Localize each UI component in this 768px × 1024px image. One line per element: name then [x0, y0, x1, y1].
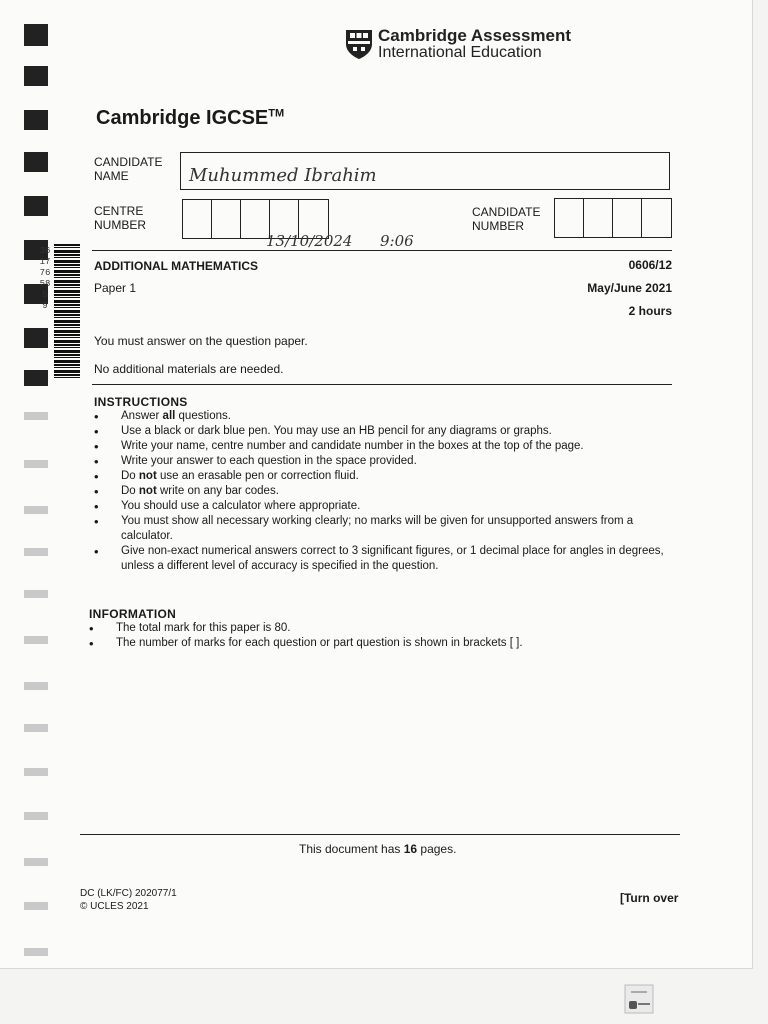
- instruction-emphasis: not: [138, 485, 157, 497]
- candidate-name-box[interactable]: [180, 152, 670, 190]
- footer-divider: [80, 834, 680, 835]
- digit-box[interactable]: [642, 199, 671, 237]
- divider: [92, 384, 672, 385]
- trademark-mark: TM: [268, 107, 285, 120]
- instruction-text: Use a black or dark blue pen. You may use an HB pencil for any diagrams or graphs.: [121, 425, 552, 437]
- digit-box[interactable]: [555, 199, 584, 237]
- barcode-number: 361776585 9: [39, 246, 51, 311]
- barcode: [54, 244, 80, 380]
- subject-title: ADDITIONAL MATHEMATICS: [94, 259, 258, 273]
- instruction-item: [94, 469, 666, 484]
- binding-mark: [24, 858, 48, 866]
- candidate-number-label: CANDIDATE NUMBER: [472, 205, 541, 233]
- brand-text: Cambridge IGCSE: [96, 107, 269, 129]
- paper-number: Paper 1: [94, 281, 137, 295]
- binding-mark: [24, 682, 48, 690]
- page-count-suffix: pages.: [417, 842, 457, 856]
- instruction-item: [94, 409, 666, 424]
- page-count-prefix: This document has: [299, 842, 404, 856]
- binding-mark: [24, 902, 48, 910]
- paper-code: 0606/12: [628, 258, 672, 272]
- instruction-item: [94, 544, 666, 574]
- org-name-line1: Cambridge Assessment: [378, 26, 572, 45]
- page-count-value: 16: [403, 842, 418, 856]
- camscanner-logo-icon: [624, 984, 654, 1014]
- instruction-item: [94, 454, 666, 469]
- copyright: © UCLES 2021: [80, 901, 149, 912]
- instruction-item: [94, 424, 666, 439]
- instruction-item: [94, 439, 666, 454]
- handwritten-date: 13/10/2024: [266, 232, 353, 250]
- instruction-emphasis: all: [162, 410, 176, 422]
- instruction-text: Do: [121, 470, 139, 482]
- digit-box[interactable]: [183, 200, 212, 238]
- binding-mark: [24, 460, 48, 468]
- binding-mark: [24, 636, 48, 644]
- instructions-list: [94, 409, 666, 574]
- binding-mark: [24, 24, 48, 46]
- binding-mark: [24, 506, 48, 514]
- instruction-text: Answer: [121, 410, 163, 422]
- cambridge-crest-icon: [344, 28, 374, 60]
- binding-mark: [24, 66, 48, 86]
- page-count-note: [299, 842, 456, 856]
- turn-over-note: [Turn over: [620, 891, 679, 905]
- instruction-item: [94, 484, 666, 499]
- candidate-name-label: CANDIDATE NAME: [94, 155, 163, 183]
- instruction-text: You should use a calculator where appropriate.: [121, 500, 361, 512]
- handwritten-time: 9:06: [380, 232, 414, 250]
- information-list: [89, 621, 661, 651]
- instruction-text: Do: [121, 485, 139, 497]
- instruction-text: Give non-exact numerical answers correct to 3 significant figures, or 1 decimal place for angles in degrees, unless a different level of accuracy is specified in the question.: [121, 545, 664, 572]
- candidate-name-handwriting: Muhummed Ibrahim: [189, 165, 377, 186]
- candidate-number-boxes[interactable]: [554, 198, 672, 238]
- binding-mark: [24, 724, 48, 732]
- information-item: • The total mark for this paper is 80.: [89, 621, 661, 636]
- materials-note: No additional materials are needed.: [94, 362, 284, 376]
- digit-box[interactable]: [613, 199, 642, 237]
- instruction-item: [94, 499, 666, 514]
- org-name-line2: International Education: [378, 44, 542, 61]
- instructions-heading: INSTRUCTIONS: [94, 395, 188, 409]
- binding-mark: [24, 152, 48, 172]
- binding-mark: [24, 110, 48, 130]
- instruction-emphasis: not: [138, 470, 157, 482]
- binding-mark: [24, 768, 48, 776]
- instruction-text: use an erasable pen or correction fluid.: [156, 470, 359, 482]
- document-reference: DC (LK/FC) 202077/1: [80, 888, 177, 899]
- brand-title: [96, 107, 284, 130]
- binding-mark: [24, 412, 48, 420]
- exam-session: May/June 2021: [587, 281, 672, 295]
- instruction-item: [94, 514, 666, 544]
- divider: [92, 250, 672, 251]
- binding-mark: [24, 948, 48, 956]
- binding-mark: [24, 812, 48, 820]
- exam-duration: 2 hours: [628, 304, 672, 318]
- binding-mark: [24, 548, 48, 556]
- instruction-text: Write your name, centre number and candidate number in the boxes at the top of the page.: [121, 440, 584, 452]
- answer-note: You must answer on the question paper.: [94, 334, 308, 348]
- digit-box[interactable]: [212, 200, 241, 238]
- camscanner-watermark-icon: [624, 984, 654, 1014]
- binding-mark: [24, 196, 48, 216]
- instruction-text: Write your answer to each question in the space provided.: [121, 455, 417, 467]
- binding-mark: [24, 590, 48, 598]
- instruction-text: questions.: [175, 410, 231, 422]
- digit-box[interactable]: [584, 199, 613, 237]
- information-heading: INFORMATION: [89, 607, 177, 621]
- centre-number-label: CENTRE NUMBER: [94, 204, 147, 232]
- instruction-text: You must show all necessary working clearly; no marks will be given for unsupported answers from a calculator.: [121, 515, 634, 542]
- information-item: • The number of marks for each question or part question is shown in brackets [ ].: [89, 636, 661, 651]
- instruction-text: write on any bar codes.: [156, 485, 279, 497]
